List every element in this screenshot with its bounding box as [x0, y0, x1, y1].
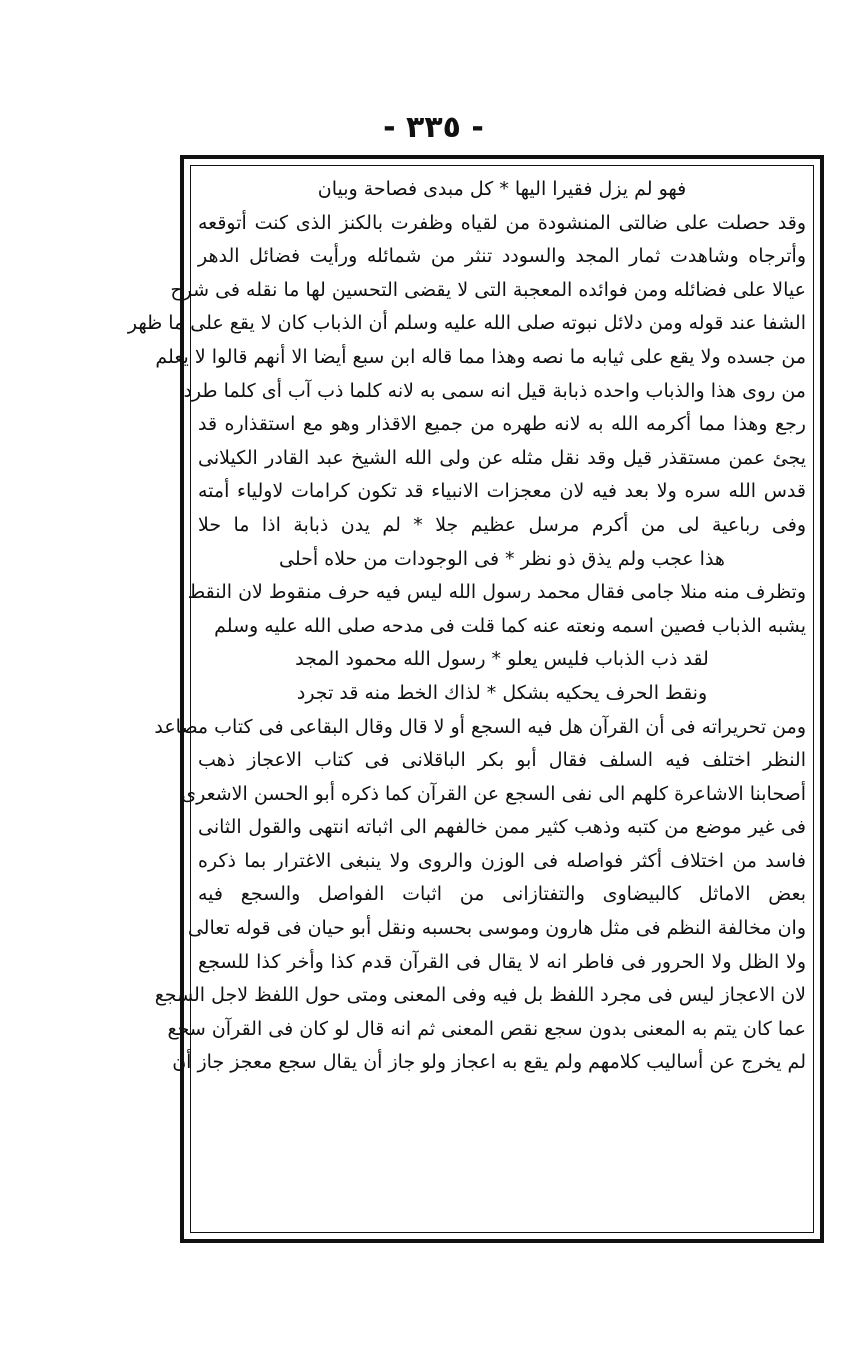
text-line: عما كان يتم به المعنى بدون سجع نقص المعنى ثم انه قال لو كان فى القرآن سجع [167, 1017, 806, 1040]
text-line: ومن تحريراته فى أن القرآن هل فيه السجع أو لا قال وقال البقاعى فى كتاب مصاعد [154, 715, 806, 738]
verse-line: هذا عجب ولم يذق ذو نظر * فى الوجودات من حلاه أحلى [279, 547, 725, 570]
text-line: يشبه الذباب فصين اسمه ونعته عنه كما قلت فى مدحه صلى الله عليه وسلم [214, 614, 806, 637]
page-number: - ٣٣٥ - [383, 110, 484, 145]
text-line: قدس الله سره ولا بعد فيه لان معجزات الانبياء قد تكون كرامات لاولياء أمته [198, 480, 806, 503]
text-line: الشفا عند قوله ومن دلائل نبوته صلى الله عليه وسلم أن الذباب كان لا يقع على ما ظهر [127, 312, 806, 335]
text-line: من روى هذا والذباب واحده ذبابة قيل انه سمى به لانه كلما ذب آب أى كلما طرد [183, 379, 806, 402]
text-line: ولا الظل ولا الحرور فى فاطر انه لا يقال فى القرآن قدم كذا وأخر كذا للسجع [198, 950, 806, 973]
text-line: لان الاعجاز ليس فى مجرد اللفظ بل فيه وفى المعنى ومتى حول اللفظ لاجل السجع [154, 984, 806, 1007]
text-line: النظر اختلف فيه السلف فقال أبو بكر الباقلانى فى كتاب الاعجاز ذهب [198, 749, 806, 772]
text-line: من جسده ولا يقع على ثيابه ما نصه وهذا مما قاله ابن سبع أيضا الا أنهم قالوا لا يعلم [155, 345, 806, 368]
text-line: بعض الاماثل كالبيضاوى والتفتازانى من اثبات الفواصل والسجع فيه [198, 883, 806, 906]
text-line: أصحابنا الاشاعرة كلهم الى نفى السجع عن القرآن كما ذكره أبو الحسن الاشعرى [181, 782, 806, 805]
text-line: فى غير موضع من كتبه وذهب كثير ممن خالفهم الى اثباته انتهى والقول الثانى [198, 816, 806, 839]
verse-line: لقد ذب الذباب فليس يعلو * رسول الله محمود المجد [295, 648, 709, 671]
text-line: لم يخرج عن أساليب كلامهم ولم يقع به اعجاز ولو جاز أن يقال سجع معجز جاز أن [172, 1051, 806, 1074]
text-line: وأترجاه وشاهدت ثمار المجد والسودد تنثر من شمائله ورأيت فضائل الدهر [198, 245, 806, 268]
page-frame [127, 155, 824, 1243]
text-line: وتظرف منه منلا جامى فقال محمد رسول الله ليس فيه حرف منقوط لان النقط [187, 581, 806, 604]
text-line: رجع وهذا مما أكرمه الله به لانه طهره من جميع الاقذار وهو مع استقذاره قد [198, 413, 806, 436]
text-line: يجئ عمن مستقذر قيل وقد نقل مثله عن ولى الله الشيخ عبد القادر الكيلانى [198, 446, 806, 469]
text-line: وفى رباعية لى من أكرم مرسل عظيم جلا * لم يدن ذبابة اذا ما حلا [198, 513, 806, 536]
verse-line: ونقط الحرف يحكيه بشكل * لذاك الخط منه قد تجرد [296, 681, 708, 704]
text-line: عيالا على فضائله ومن فوائده المعجبة التى لا يقضى التحسين لها ما نقله فى شرح [170, 278, 806, 301]
verse-line: فهو لم يزل فقيرا اليها * كل مبدى فصاحة وبيان [317, 178, 687, 200]
body-text [127, 173, 806, 1233]
text-line: وقد حصلت على ضالتى المنشودة من لقياه وظفرت بالكنز الذى كنت أتوقعه [198, 211, 806, 234]
text-line: وان مخالفة النظم فى مثل هارون وموسى بحسبه ونقل أبو حيان فى قوله تعالى [187, 917, 806, 940]
text-line: فاسد من اختلاف أكثر فواصله فى الوزن والروى ولا ينبغى الاغترار بما ذكره [198, 849, 806, 872]
